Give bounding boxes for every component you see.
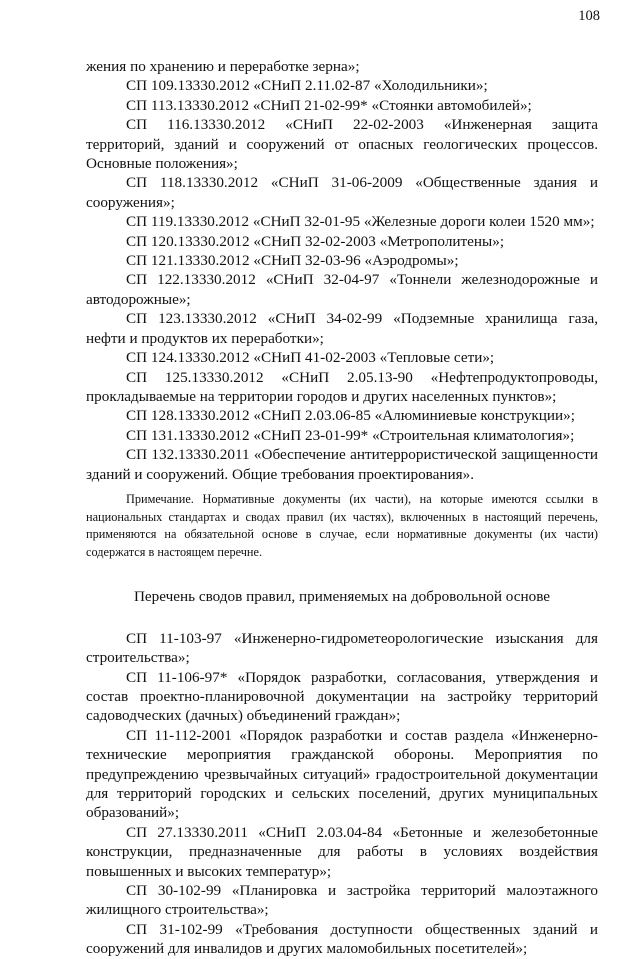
list-item: СП 109.13330.2012 «СНиП 2.11.02-87 «Холодильники»; — [126, 77, 488, 95]
list-item: жения по хранению и переработке зерна»; — [86, 58, 360, 75]
list-item: СП 11-106-97* «Порядок разработки, согласования, утверждения и состав проектно-планировочной документации на застройку территорий садоводческих (дачных) объединений граждан»; — [86, 668, 598, 725]
list-item: СП 31-102-99 «Требования доступности общественных зданий и сооружений для инвалидов и других маломобильных посетителей»; — [86, 920, 598, 958]
list-item: СП 27.13330.2011 «СНиП 2.03.04-84 «Бетонные и железобетонные конструкции, предназначенные для работы в условиях воздействия повышенных и высоких температур»; — [86, 823, 598, 880]
list-item: СП 120.13330.2012 «СНиП 32-02-2003 «Метрополитены»; — [126, 232, 505, 250]
section-heading: Перечень сводов правил, применяемых на добровольной основе — [133, 588, 551, 606]
list-item: СП 125.13330.2012 «СНиП 2.05.13-90 «Нефтепродуктопроводы, прокладываемые на территории городов и других населенных пунктов»; — [86, 368, 598, 405]
page-number: 108 — [578, 8, 600, 24]
list-item: СП 118.13330.2012 «СНиП 31-06-2009 «Общественные здания и сооружения»; — [86, 174, 598, 211]
list-item: СП 132.13330.2011 «Обеспечение антитеррористической защищенности зданий и сооружений. Общие требования проектирования». — [86, 446, 598, 483]
list-item: СП 123.13330.2012 «СНиП 34-02-99 «Подземные хранилища газа, нефти и продуктов их переработки»; — [86, 310, 598, 347]
page-content — [86, 57, 598, 959]
list-item: СП 11-103-97 «Инженерно-гидрометеорологические изыскания для строительства»; — [86, 629, 598, 667]
list-item: СП 121.13330.2012 «СНиП 32-03-96 «Аэродромы»; — [126, 252, 459, 270]
list-item: СП 11-112-2001 «Порядок разработки и состав раздела «Инженерно-технические мероприятия гражданской обороны. Мероприятия по предупреждению чрезвычайных ситуаций» градостроительной документации для территорий городских и сельских поселений, других муниципальных образований»; — [86, 726, 598, 822]
list-item: СП 122.13330.2012 «СНиП 32-04-97 «Тоннели железнодорожные и автодорожные»; — [86, 271, 598, 308]
list-item: СП 124.13330.2012 «СНиП 41-02-2003 «Тепловые сети»; — [126, 349, 495, 367]
list-item: СП 113.13330.2012 «СНиП 21-02-99* «Стоянки автомобилей»; — [126, 96, 532, 114]
note: Примечание. Нормативные документы (их части), на которые имеются ссылки в национальных стандартах и сводах правил (их частях), включенных в настоящий перечень, применяются на обязательной основе в случае, если нормативные документы (их части) содержатся в настоящем перечне. — [86, 491, 598, 559]
list-item: СП 116.13330.2012 «СНиП 22-02-2003 «Инженерная защита территорий, зданий и сооружений от опасных геологических процессов. Основные положения»; — [86, 116, 598, 173]
list-item: СП 30-102-99 «Планировка и застройка территорий малоэтажного жилищного строительства»; — [86, 882, 598, 919]
list-item: СП 131.13330.2012 «СНиП 23-01-99* «Строительная климатология»; — [126, 426, 575, 444]
list-item: СП 128.13330.2012 «СНиП 2.03.06-85 «Алюминиевые конструкции»; — [126, 407, 575, 425]
list-item: СП 119.13330.2012 «СНиП 32-01-95 «Железные дороги колеи 1520 мм»; — [126, 213, 595, 231]
